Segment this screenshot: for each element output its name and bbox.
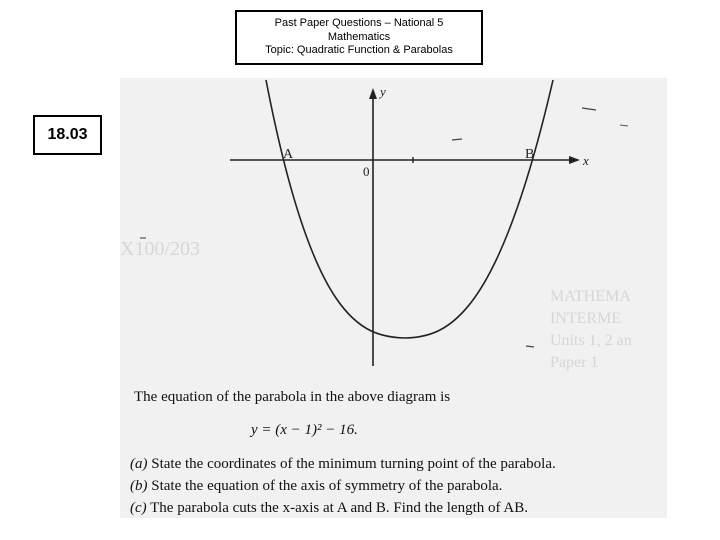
bleed-through-text: X100/203 <box>120 238 200 260</box>
point-b-label: B <box>525 147 535 162</box>
y-axis-label: y <box>380 84 386 99</box>
header-line-2: Mathematics <box>327 30 391 43</box>
scan-mark <box>452 139 462 140</box>
x-axis-label: x <box>583 153 589 168</box>
part-a-letter: (a) <box>130 456 148 472</box>
question-number: 18.03 <box>33 115 102 155</box>
scan-mark <box>620 125 628 126</box>
header-box <box>235 10 483 65</box>
header-line-1: Past Paper Questions – National 5 <box>274 17 444 29</box>
question-intro: The equation of the parabola in the above diagram is <box>134 389 451 405</box>
scan-mark <box>582 108 596 110</box>
scan-mark <box>526 346 534 347</box>
y-axis-arrow <box>369 88 377 99</box>
question-part-b <box>130 478 502 495</box>
header-line-3: Topic: Quadratic Function & Parabolas <box>265 44 453 56</box>
question-part-c <box>130 500 528 517</box>
part-c-letter: (c) <box>130 500 147 516</box>
part-a-text: State the coordinates of the minimum turning point of the parabola. <box>151 456 556 472</box>
question-equation: y = (x − 1)² − 16. <box>251 422 358 438</box>
part-b-letter: (b) <box>130 478 148 494</box>
scanned-question <box>120 78 667 518</box>
part-b-text: State the equation of the axis of symmetry of the parabola. <box>151 478 503 494</box>
origin-label: 0 <box>363 164 370 179</box>
point-a-label: A <box>283 147 294 162</box>
x-axis-arrow <box>569 156 580 164</box>
question-part-a <box>130 456 556 473</box>
bleed-through-text: MATHEMA INTERME Units 1, 2 an Paper 1 <box>550 288 632 371</box>
parabola-curve <box>266 80 553 338</box>
parabola-diagram <box>120 78 667 518</box>
part-c-text: The parabola cuts the x-axis at A and B. Find the length of AB. <box>150 500 528 516</box>
